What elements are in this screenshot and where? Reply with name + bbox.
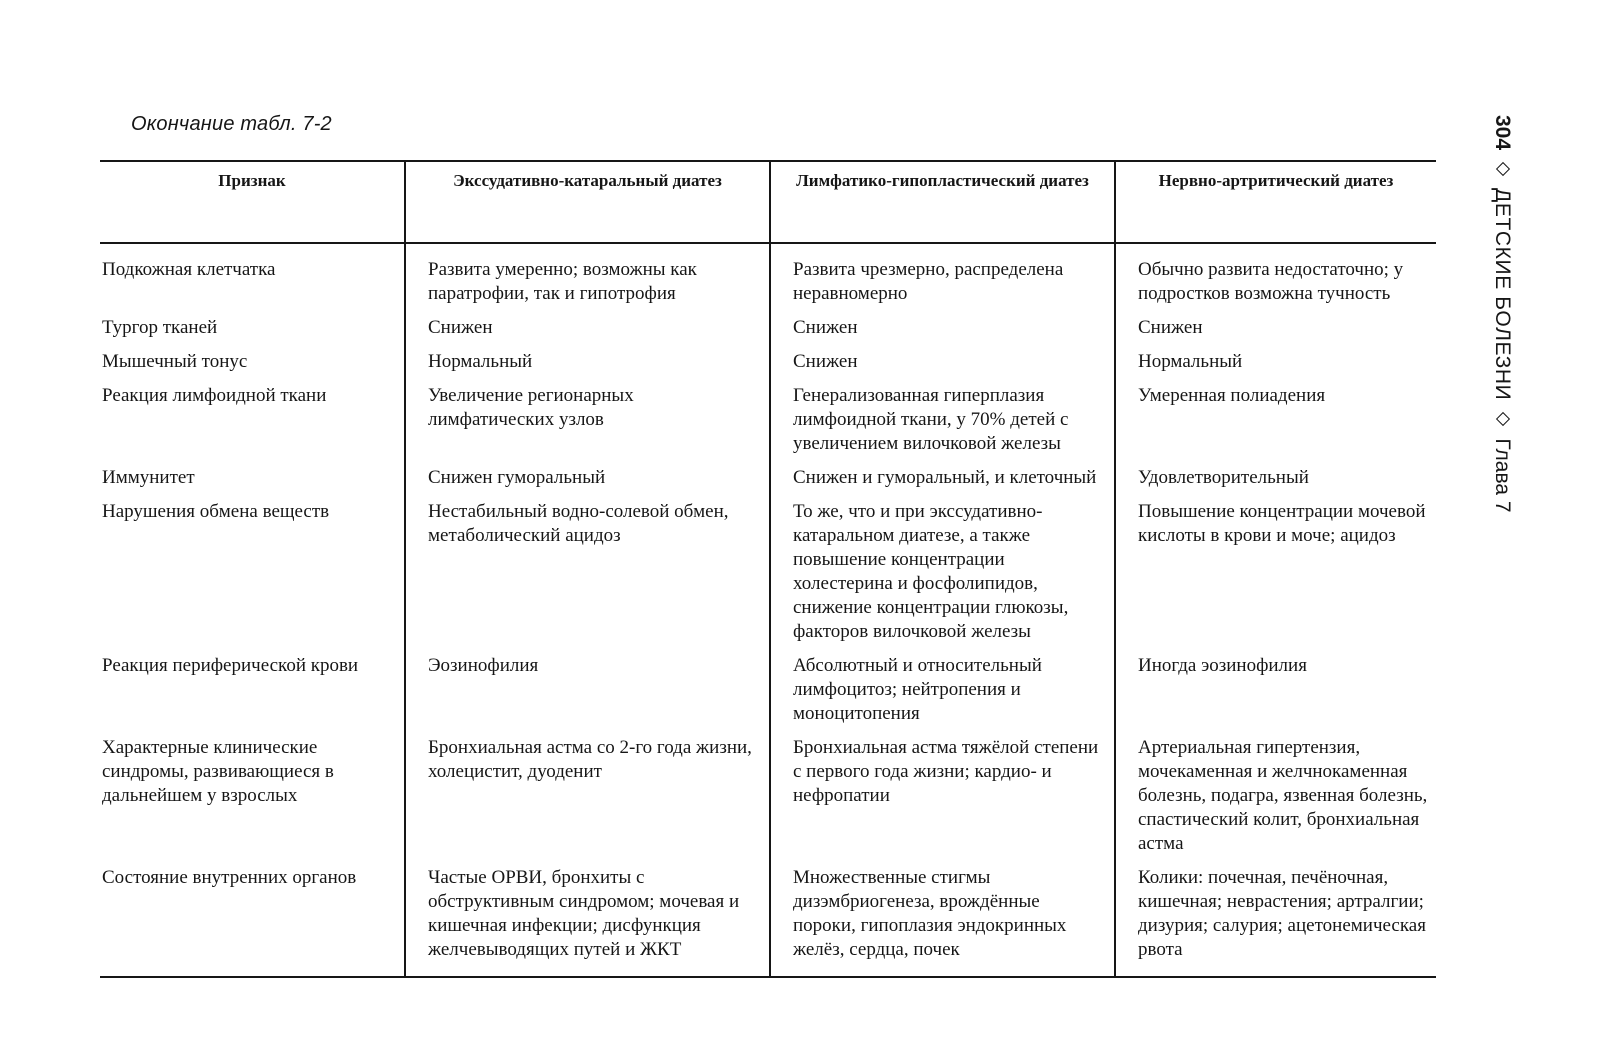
diamond-separator-icon bbox=[1496, 162, 1510, 176]
table-cell: Абсолютный и относительный лимфоцитоз; нейтропения и моноцитопения bbox=[770, 654, 1115, 736]
row-label: Реакция лимфоидной ткани bbox=[102, 385, 327, 406]
table-cell: Снижен bbox=[405, 316, 770, 350]
table-row bbox=[100, 384, 1436, 466]
table-cell: Удовлетворительный bbox=[1115, 466, 1436, 500]
table-cell: Снижен bbox=[1115, 316, 1436, 350]
table-cell: Артериальная гипертензия, мочекаменная и желчнокаменная болезнь, подагра, язвенная болезнь, спастический колит, бронхиальная астма bbox=[1115, 736, 1436, 866]
table-cell: Увеличение регионарных лимфатических узлов bbox=[405, 384, 770, 466]
column-header-sign: Признак bbox=[218, 171, 286, 190]
column-header-lymphatic-hypoplastic: Лимфатико-гипопластический диатез bbox=[770, 161, 1115, 243]
header-row bbox=[100, 161, 1436, 243]
table-row bbox=[100, 350, 1436, 384]
table-cell: Снижен bbox=[770, 350, 1115, 384]
table-cell: Снижен bbox=[770, 316, 1115, 350]
column-header-neuro-arthritic: Нервно-артритический диатез bbox=[1115, 161, 1436, 243]
table-cell: Развита чрезмерно, распределена неравномерно bbox=[770, 243, 1115, 316]
table-cell: Иногда эозинофилия bbox=[1115, 654, 1436, 736]
table-row bbox=[100, 654, 1436, 736]
table-cell: Нестабильный водно-солевой обмен, метаболический ацидоз bbox=[405, 500, 770, 654]
page-number: 304 bbox=[1491, 115, 1514, 151]
row-label: Иммунитет bbox=[102, 467, 195, 488]
table-cell: Нормальный bbox=[1115, 350, 1436, 384]
table-cell: Колики: почечная, печёночная, кишечная; неврастения; артралгии; дизурия; салурия; ацетонемическая рвота bbox=[1115, 866, 1436, 977]
row-label: Тургор тканей bbox=[102, 317, 218, 338]
table-cell: Повышение концентрации мочевой кислоты в крови и моче; ацидоз bbox=[1115, 500, 1436, 654]
row-label: Нарушения обмена веществ bbox=[102, 501, 330, 522]
diathesis-comparison-table bbox=[100, 160, 1436, 978]
table-cell: Нормальный bbox=[405, 350, 770, 384]
running-head bbox=[1490, 115, 1514, 675]
chapter-label: Глава 7 bbox=[1491, 438, 1514, 513]
table-cell: Эозинофилия bbox=[405, 654, 770, 736]
row-label: Состояние внутренних органов bbox=[102, 867, 357, 888]
table-cell: То же, что и при экссудативно-катаральном диатезе, а также повышение концентрации холестерина и фосфолипидов, снижение концентрации глюкозы, факторов вилочковой железы bbox=[770, 500, 1115, 654]
table-cell: Снижен и гуморальный, и клеточный bbox=[770, 466, 1115, 500]
table-cell: Частые ОРВИ, бронхиты с обструктивным синдромом; мочевая и кишечная инфекции; дисфункция желчевыводящих путей и ЖКТ bbox=[405, 866, 770, 977]
table-body bbox=[100, 243, 1436, 977]
diamond-separator-icon bbox=[1496, 412, 1510, 426]
table-cell: Обычно развита недостаточно; у подростков возможна тучность bbox=[1115, 243, 1436, 316]
table-row bbox=[100, 866, 1436, 977]
table-cell: Бронхиальная астма тяжёлой степени с первого года жизни; кардио- и нефропатии bbox=[770, 736, 1115, 866]
table-row bbox=[100, 316, 1436, 350]
book-title: ДЕТСКИЕ БОЛЕЗНИ bbox=[1491, 188, 1514, 401]
table-cell: Множественные стигмы дизэмбриогенеза, врождённые пороки, гипоплазия эндокринных желёз, сердца, почек bbox=[770, 866, 1115, 977]
row-label: Реакция периферической крови bbox=[102, 655, 359, 676]
diathesis-table-container bbox=[100, 160, 1436, 978]
row-label: Подкожная клетчатка bbox=[102, 259, 276, 280]
table-header bbox=[100, 161, 1436, 243]
table-row bbox=[100, 243, 1436, 316]
table-row bbox=[100, 736, 1436, 866]
table-cell: Развита умеренно; возможны как паратрофии, так и гипотрофия bbox=[405, 243, 770, 316]
table-row bbox=[100, 466, 1436, 500]
table-row bbox=[100, 500, 1436, 654]
table-cell: Снижен гуморальный bbox=[405, 466, 770, 500]
table-cell: Генерализованная гиперплазия лимфоидной ткани, у 70% детей с увеличением вилочковой железы bbox=[770, 384, 1115, 466]
table-cell: Бронхиальная астма со 2-го года жизни, холецистит, дуоденит bbox=[405, 736, 770, 866]
row-label: Характерные клинические синдромы, развивающиеся в дальнейшем у взрослых bbox=[102, 737, 334, 806]
row-label: Мышечный тонус bbox=[102, 351, 248, 372]
table-caption: Окончание табл. 7-2 bbox=[131, 113, 332, 135]
table-cell: Умеренная полиадения bbox=[1115, 384, 1436, 466]
column-header-exudative-catarrhal: Экссудативно-катаральный диатез bbox=[405, 161, 770, 243]
